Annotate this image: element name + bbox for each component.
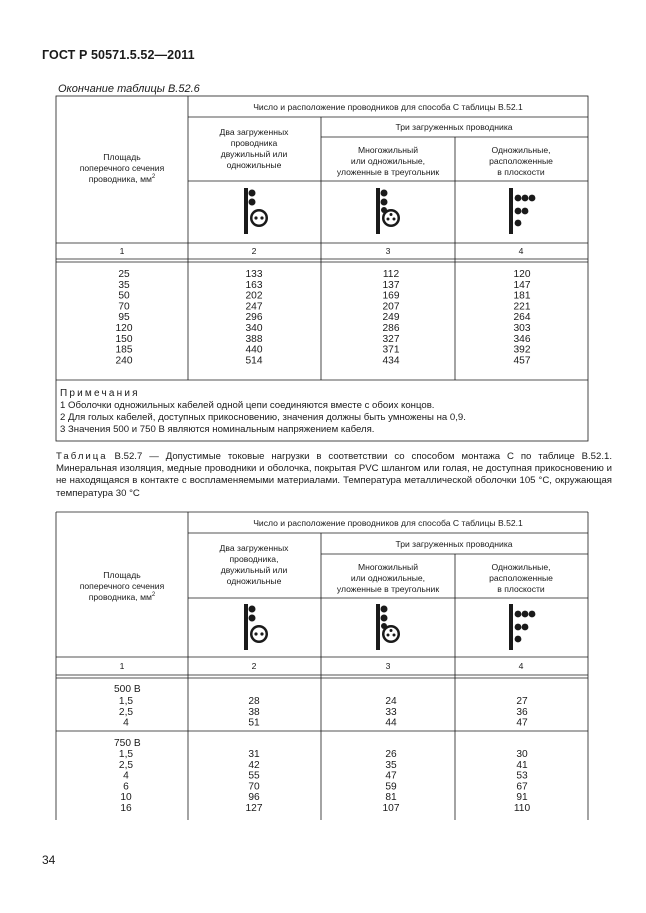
col3-line1: Многожильный bbox=[357, 562, 419, 572]
col4-line3: в плоскости bbox=[497, 584, 545, 594]
col-number-1: 1 bbox=[119, 661, 125, 671]
cell-current-col3: 207 bbox=[382, 301, 400, 313]
note-1: 1 Оболочки одножильных кабелей одной цепи соединяются вместе с обоих концов. bbox=[60, 400, 435, 411]
cell-current-col4: 457 bbox=[513, 355, 531, 367]
cell-current-col4: 47 bbox=[516, 717, 528, 729]
col4-line1: Одножильные, bbox=[491, 562, 551, 572]
cell-current-col3: 327 bbox=[382, 333, 400, 345]
cell-current-col4: 53 bbox=[516, 770, 528, 782]
voltage-group-500: 500 В bbox=[114, 684, 141, 695]
cell-current-col4: 91 bbox=[516, 792, 528, 804]
cell-current-col2: 55 bbox=[248, 770, 260, 782]
note-2: 2 Для голых кабелей, доступных прикосновению, значения должны быть умножены на 0,9. bbox=[60, 412, 466, 423]
cell-cross-section: 240 bbox=[115, 355, 133, 367]
note-3: 3 Значения 500 и 750 В являются номинальным напряжением кабеля. bbox=[60, 424, 375, 435]
cell-current-col4: 41 bbox=[516, 759, 528, 771]
group-header: Число и расположение проводников для способа С таблицы В.52.1 bbox=[253, 518, 523, 528]
col2-line1: Два загруженных bbox=[219, 543, 289, 553]
cell-cross-section: 25 bbox=[118, 269, 130, 280]
col-number-3: 3 bbox=[385, 246, 391, 256]
cell-current-col4: 392 bbox=[513, 344, 531, 356]
cell-current-col2: 247 bbox=[245, 301, 263, 313]
cell-cross-section: 2,5 bbox=[118, 759, 134, 771]
table-description: В.52.7 — Допустимые токовые нагрузки в соответствии со способом монтажа С по таблице В.52.1. Минеральная изоляция, медные проводники и оболочка, покрытая PVC шлангом или голая, не доступная прикосновению и не находящаяся в контакте с воспламеняемыми материалами. Температура металлической оболочки 105 °С, окружающая температура 30 °С bbox=[56, 451, 612, 499]
col3-line3: уложенные в треугольник bbox=[336, 584, 440, 594]
col2-line4: одножильные bbox=[226, 160, 282, 170]
cell-cross-section: 185 bbox=[115, 344, 133, 356]
cell-current-col3: 33 bbox=[385, 706, 397, 718]
table-caption: Окончание таблицы В.52.6 bbox=[58, 83, 200, 95]
voltage-group-750: 750 В bbox=[114, 738, 141, 749]
col-number-2: 2 bbox=[251, 246, 257, 256]
cell-current-col2: 96 bbox=[248, 792, 260, 804]
cell-current-col2: 296 bbox=[245, 312, 263, 324]
cell-current-col3: 24 bbox=[385, 696, 397, 707]
cell-current-col3: 81 bbox=[385, 792, 397, 804]
three-conductors-header: Три загруженных проводника bbox=[395, 539, 513, 549]
cell-current-col3: 47 bbox=[385, 770, 397, 782]
col3-line2: или одножильные, bbox=[350, 573, 426, 583]
cell-cross-section: 1,5 bbox=[118, 696, 134, 707]
col-area-line3: проводника, $мм^2$ bbox=[88, 174, 156, 184]
cell-current-col4: 264 bbox=[513, 312, 531, 324]
cell-current-col4: 27 bbox=[516, 696, 528, 707]
col4-line2: расположенные bbox=[489, 156, 553, 166]
cell-current-col2: 127 bbox=[245, 803, 263, 814]
cell-cross-section: 70 bbox=[118, 301, 130, 313]
cell-current-col4: 67 bbox=[516, 781, 528, 793]
cell-current-col3: 112 bbox=[382, 269, 400, 280]
cell-current-col2: 163 bbox=[245, 279, 263, 291]
col-area-line3: проводника, $мм^2$ bbox=[88, 592, 156, 602]
col-area-line1: Площадь bbox=[103, 570, 141, 580]
cell-cross-section: 4 bbox=[123, 717, 129, 729]
cell-cross-section: 120 bbox=[115, 323, 133, 334]
cell-current-col3: 286 bbox=[382, 323, 400, 334]
cell-current-col4: 346 bbox=[513, 333, 531, 345]
cell-current-col2: 440 bbox=[245, 344, 263, 356]
cell-current-col3: 137 bbox=[382, 279, 400, 291]
col2-line3: двужильный или bbox=[220, 149, 288, 159]
cell-current-col3: 26 bbox=[385, 749, 397, 760]
col-number-4: 4 bbox=[518, 246, 524, 256]
cell-current-col4: 221 bbox=[513, 301, 531, 313]
col3-line3: уложенные в треугольник bbox=[336, 167, 440, 177]
cell-cross-section: 6 bbox=[123, 781, 129, 793]
col3-line2: или одножильные, bbox=[350, 156, 426, 166]
cell-current-col4: 120 bbox=[513, 269, 531, 280]
three-conductors-header: Три загруженных проводника bbox=[395, 122, 513, 132]
col3-line1: Многожильный bbox=[357, 145, 419, 155]
col2-line2: проводника bbox=[230, 138, 278, 148]
cell-cross-section: 1,5 bbox=[118, 749, 134, 760]
cell-cross-section: 16 bbox=[120, 803, 132, 814]
cell-cross-section: 50 bbox=[118, 290, 130, 302]
cell-current-col2: 202 bbox=[245, 290, 263, 302]
cell-current-col2: 133 bbox=[245, 269, 263, 280]
document-header: ГОСТ Р 50571.5.52—2011 bbox=[42, 48, 195, 62]
col-number-4: 4 bbox=[518, 661, 524, 671]
col-number-1: 1 bbox=[119, 246, 125, 256]
col2-line2: проводника, bbox=[229, 554, 279, 564]
col-area-line1: Площадь bbox=[103, 152, 141, 162]
cable-flat-formation-icon bbox=[509, 604, 535, 650]
col4-line1: Одножильные, bbox=[491, 145, 551, 155]
cell-current-col2: 31 bbox=[248, 749, 260, 760]
cable-trefoil-icon bbox=[376, 604, 400, 650]
col-number-2: 2 bbox=[251, 661, 257, 671]
col-area-line2: поперечного сечения bbox=[79, 163, 165, 173]
cell-cross-section: 10 bbox=[120, 792, 132, 804]
cell-current-col2: 388 bbox=[245, 333, 263, 345]
cell-cross-section: 150 bbox=[115, 333, 133, 345]
cell-current-col2: 28 bbox=[248, 696, 260, 707]
cell-current-col4: 110 bbox=[513, 803, 531, 814]
cell-current-col3: 371 bbox=[382, 344, 400, 356]
col4-line2: расположенные bbox=[489, 573, 553, 583]
cell-current-col2: 38 bbox=[248, 706, 260, 718]
cell-current-col3: 59 bbox=[385, 781, 397, 793]
col-number-3: 3 bbox=[385, 661, 391, 671]
cell-current-col2: 514 bbox=[245, 355, 263, 367]
page-number: 34 bbox=[42, 853, 56, 867]
cable-two-core-icon bbox=[244, 604, 268, 650]
cell-cross-section: 35 bbox=[118, 279, 130, 291]
cell-current-col2: 51 bbox=[248, 717, 260, 729]
cell-current-col3: 35 bbox=[385, 759, 397, 771]
table-body-500 bbox=[119, 696, 528, 729]
cell-current-col2: 42 bbox=[248, 759, 260, 771]
col2-line3: двужильный или bbox=[220, 565, 288, 575]
cell-current-col3: 434 bbox=[382, 355, 400, 367]
col4-line3: в плоскости bbox=[497, 167, 545, 177]
cell-current-col4: 36 bbox=[516, 706, 528, 718]
cell-current-col3: 169 bbox=[382, 290, 400, 302]
cell-current-col3: 249 bbox=[382, 312, 400, 324]
col-area-line2: поперечного сечения bbox=[79, 581, 165, 591]
cell-cross-section: 4 bbox=[123, 770, 129, 782]
cell-current-col4: 30 bbox=[516, 749, 528, 760]
cell-current-col3: 107 bbox=[382, 803, 400, 814]
table-label: Таблица bbox=[56, 451, 108, 462]
col2-line1: Два загруженных bbox=[219, 127, 289, 137]
cell-current-col2: 70 bbox=[248, 781, 260, 793]
table-body-750 bbox=[119, 749, 531, 814]
cell-current-col4: 181 bbox=[513, 290, 531, 302]
cell-current-col4: 303 bbox=[513, 323, 531, 334]
cell-cross-section: 95 bbox=[118, 312, 130, 324]
cell-current-col3: 44 bbox=[385, 717, 397, 729]
notes-title: Примечания bbox=[60, 388, 140, 399]
col2-line4: одножильные bbox=[226, 576, 282, 586]
cell-current-col2: 340 bbox=[245, 323, 263, 334]
cell-current-col4: 147 bbox=[513, 279, 531, 291]
cell-cross-section: 2,5 bbox=[118, 706, 134, 718]
group-header: Число и расположение проводников для способа С таблицы В.52.1 bbox=[253, 102, 523, 112]
